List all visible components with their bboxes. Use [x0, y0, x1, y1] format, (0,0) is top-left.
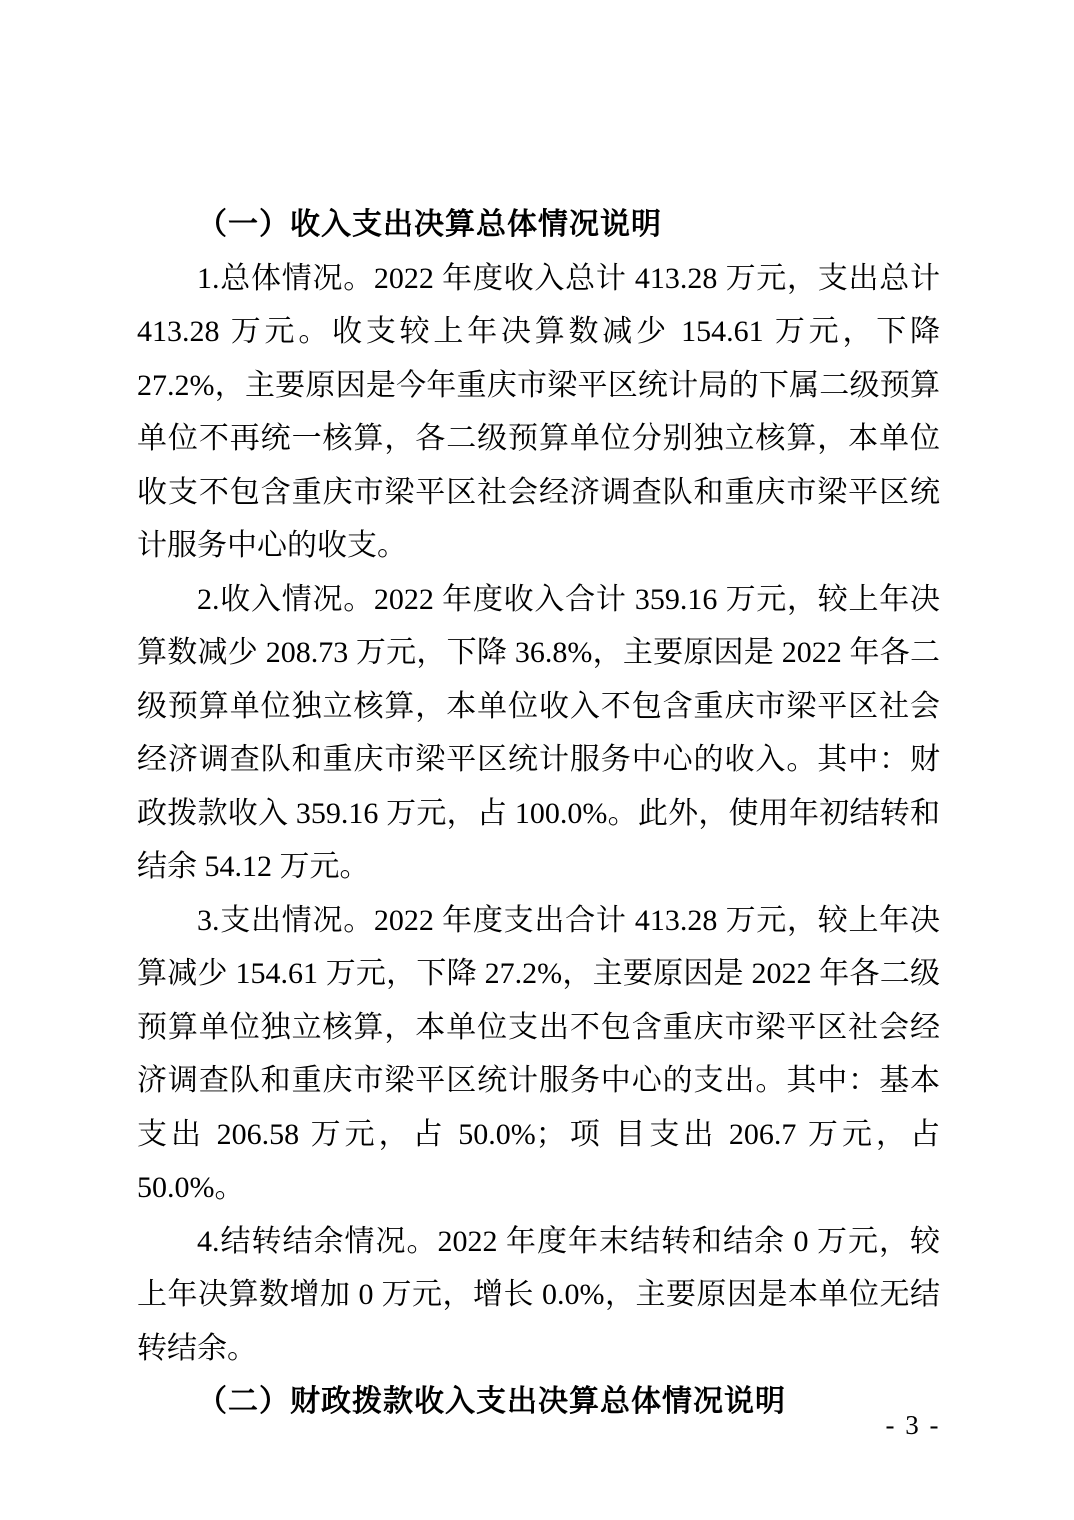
paragraph-income-situation: 2.收入情况。2022 年度收入合计 359.16 万元，较上年决算数减少 208.73 万元，下降 36.8%，主要原因是 2022 年各二级预算单位独立核算，本单位收入不包含重庆市梁平区社会经济调查队和重庆市梁平区统计服务中心的收入。其中：财政拨款收入 359.16 万元，占 100.0%。此外，使用年初结转和结余 54.12 万元。 — [137, 582, 940, 883]
document-body — [137, 198, 940, 1429]
paragraph-overall-situation: 1.总体情况。2022 年度收入总计 413.28 万元，支出总计 413.28 万元。收支较上年决算数减少 154.61 万元，下降 27.2%，主要原因是今年重庆市梁平区统计局的下属二级预算单位不再统一核算，各二级预算单位分别独立核算，本单位收支不包含重庆市梁平区社会经济调查队和重庆市梁平区统计服务中心的收支。 — [137, 261, 940, 562]
paragraph-expenditure-situation: 3.支出情况。2022 年度支出合计 413.28 万元，较上年决算减少 154.61 万元，下降 27.2%，主要原因是 2022 年各二级预算单位独立核算，本单位支出不包含重庆市梁平区社会经济调查队和重庆市梁平区统计服务中心的支出。其中：基本支出 206.58 万元，占 50.0%；项 目支出 206.7 万元，占 50.0%。 — [137, 903, 940, 1204]
section-heading-income-expenditure-overview: （一）收入支出决算总体情况说明 — [197, 208, 662, 241]
section-heading-fiscal-appropriation-overview: （二）财政拨款收入支出决算总体情况说明 — [197, 1385, 786, 1418]
page-number: - 3 - — [885, 1410, 941, 1440]
paragraph-carryover-balance-situation: 4.结转结余情况。2022 年度年末结转和结余 0 万元，较上年决算数增加 0 万元，增长 0.0%，主要原因是本单位无结转结余。 — [137, 1224, 940, 1365]
